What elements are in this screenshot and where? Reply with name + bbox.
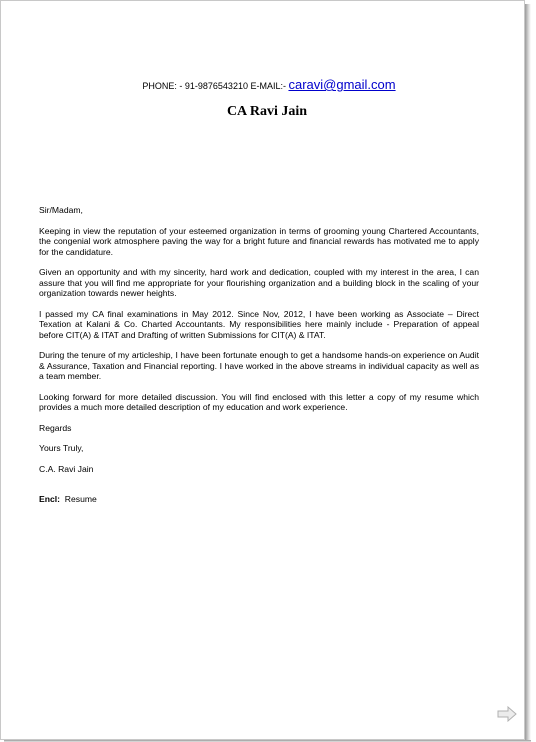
contact-line xyxy=(1,77,536,92)
salutation: Sir/Madam, xyxy=(39,205,83,215)
paragraph-5: Looking forward for more detailed discussion. You will find enclosed with this letter a copy of my resume which provides a much more detailed description of my education and work experience. xyxy=(39,391,479,412)
phone-text: PHONE: - 91-9876543210 E-MAIL:- xyxy=(142,81,289,91)
email-link[interactable]: caravi@gmail.com xyxy=(288,77,396,92)
closing-text: Yours Truly, xyxy=(39,443,84,453)
regards-text: Regards xyxy=(39,422,72,433)
enclosure-line xyxy=(39,494,479,505)
enclosure-label: Encl: xyxy=(39,494,61,504)
page-shadow-right xyxy=(525,4,531,742)
paragraph-1: Keeping in view the reputation of your esteemed organization in terms of grooming young Chartered Accountants, the congenial work atmosphere paving the way for a bright future and financial rewards has motivated me to apply for the candidature. xyxy=(39,225,479,257)
paragraph-4: During the tenure of my articleship, I have been fortunate enough to get a handsome hands-on experience on Audit & Assurance, Taxation and Financial reporting. I have worked in the above streams in individual capacity as well as a team member. xyxy=(39,350,479,381)
enclosure-value: Resume xyxy=(64,494,97,504)
letter-body xyxy=(39,205,479,515)
paragraph-3: I passed my CA final examinations in May 2012. Since Nov, 2012, I have been working as Associate – Direct Texation at Kalani & Co. Charted Accountants. My responsibilities here mainly include - Preparation of appeal before CIT(A) & ITAT and Drafting of written Submissions for CIT(A) & ITAT. xyxy=(39,308,479,340)
paragraph-2: Given an opportunity and with my sincerity, hard work and dedication, coupled with my interest in the area, I can assure that you will find me appropriate for your flourishing organization and a building block in the scaling of your organization towards newer heights. xyxy=(39,267,479,298)
signature-text: C.A. Ravi Jain xyxy=(39,463,94,474)
right-arrow-icon[interactable] xyxy=(497,706,517,722)
applicant-name: CA Ravi Jain xyxy=(226,104,308,119)
